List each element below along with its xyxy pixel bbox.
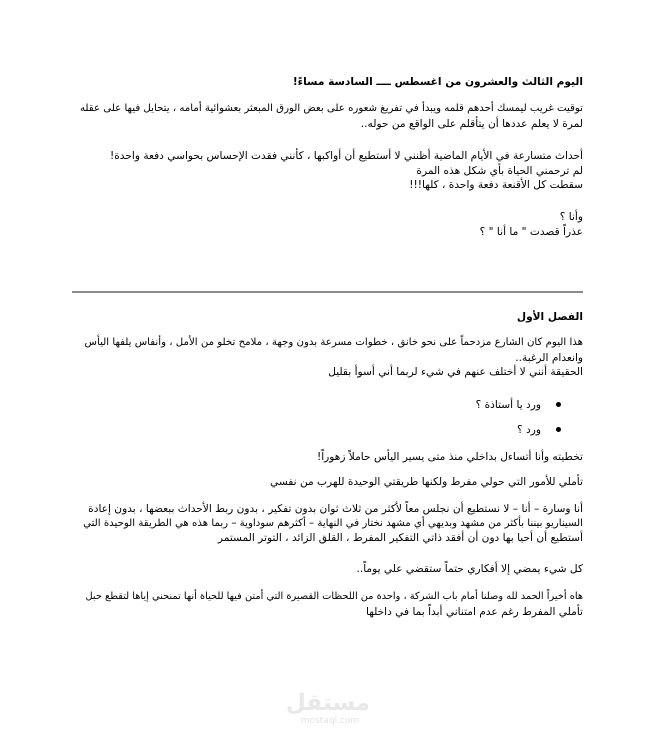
bullet-icon [556, 427, 561, 432]
text-line: أحداث متسارعة في الأيام الماضية أظنني لا أستطيع أن أواكبها ، كأنني فقدت الإحساس بحواسي دفعة واحدة! [110, 150, 583, 162]
section-divider [72, 291, 583, 293]
bullet-icon [556, 402, 561, 407]
text-line: توقيت غريب ليمسك أحدهم قلمه ويبدأ في تفريغ شعوره على بعض الورق المبعثر بعشوائية أمامه ، يتحايل فيها على عقله [79, 103, 583, 114]
intro-paragraph-1 [80, 102, 583, 131]
chapter-heading-block [80, 310, 583, 325]
chapter-paragraph-6 [80, 590, 583, 619]
chapter-paragraph-5 [80, 562, 583, 577]
text-line: عذراً قصدت " ما أنا " ؟ [479, 225, 583, 238]
chapter-heading: الفصل الأول [516, 311, 583, 323]
intro-paragraph-3 [80, 210, 583, 239]
text-line: تأملي المفرط رغم عدم امتناني أبداً بما في داخلها [365, 605, 583, 618]
chapter-paragraph-2 [80, 450, 583, 465]
text-line: سقطت كل الأقنعة دفعة واحدة ، كلها!!! [409, 179, 583, 191]
text-line: هاه أخيراً الحمد لله وصلنا أمام باب الشركة ، واحدة من اللحظات القصيرة التي أمتن فيها للحياة أنها تمنحني إياها لتقطع حبل [85, 591, 583, 602]
text-line: أنا وسارة – أنا – لا نستطيع أن نجلس معاً لأكثر من ثلاث ثوان بدون تفكير ، بدون ربط الأحداث ببعضها ، بدون إعادة [88, 503, 583, 515]
text-line: تخطيته وأنا أتساءل بداخلي منذ متى يسير اليأس حاملاً زهوراً! [316, 451, 583, 463]
text-line: أستطيع أن أحيا بها دون أن أفقد ذاتي التفكير المفرط ، القلق الزائد ، التوتر المستمر [217, 532, 583, 544]
watermark-domain: mostaql.com [300, 716, 360, 726]
bullet-list [80, 398, 583, 437]
section-heading [80, 75, 583, 90]
list-item [80, 423, 583, 438]
chapter-paragraph-1 [80, 336, 583, 380]
chapter-paragraph-3 [80, 475, 583, 490]
text-line: كل شيء يمضي إلا أفكاري حتماً ستقضي علي يوماً.. [356, 563, 583, 575]
watermark-logo: مستقل [285, 690, 370, 716]
text-line: لمرة لا يعلم عددها أن يتأقلم على الواقع من حوله.. [360, 117, 583, 130]
text-line: الحقيقة أنني لا أختلف عنهم في شيء لربما أني أسوأ بقليل [328, 366, 583, 378]
mostaql-watermark [285, 690, 370, 730]
list-item-text: ورد ؟ [517, 423, 541, 436]
list-item [80, 398, 583, 413]
text-line: وأنا ؟ [559, 211, 583, 223]
text-line: هذا اليوم كان الشارع مزدحماً على نحو خانق ، خطوات مسرعة بدون وجهة ، ملامح تخلو من الأمل ، وأنفاس يلفها اليأس [84, 337, 583, 348]
text-line: لم ترحمني الحياة بأي شكل هذه المرة [416, 164, 583, 177]
intro-paragraph-2 [80, 149, 583, 193]
intro-heading: اليوم الثالث والعشرون من اغسطس ــــ السادسة مساءً! [292, 76, 583, 88]
text-line: وانعدام الرغبة.. [515, 351, 583, 364]
list-item-text: ورد يا أستاذة ؟ [475, 399, 541, 411]
text-line: تأملي للأمور التي حولي مفرط ولكنها طريقتي الوحيدة للهرب من نفسي [269, 476, 583, 488]
chapter-paragraph-4 [80, 502, 583, 546]
text-line: السيناريو بيننا بأكثر من مشهد وبديهي أي مشهد نختار في النهاية – أكثرهم سوداوية – ربما هذه هي الطريقة الوحيدة التي [83, 517, 583, 529]
